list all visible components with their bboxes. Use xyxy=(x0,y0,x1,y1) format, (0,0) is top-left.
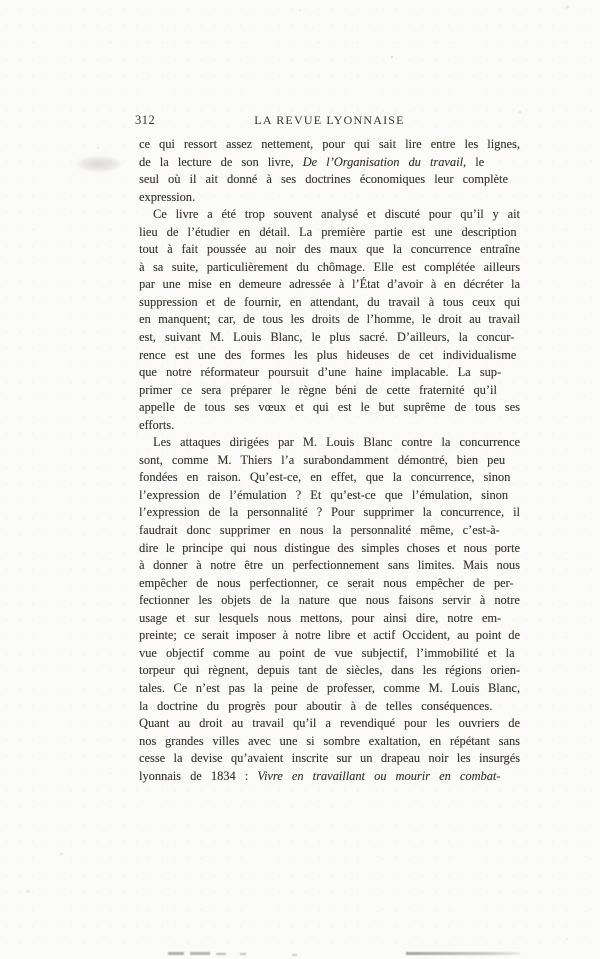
text: la doctrine du progrès pour aboutir à de telles conséquences. xyxy=(139,698,493,713)
text: est, suivant M. Louis Blanc, le plus sacré. D’ailleurs, la concur- xyxy=(139,330,515,345)
text: rence est une des formes les plus hideuses de cet individualisme xyxy=(139,347,517,362)
text-line xyxy=(139,452,520,470)
text: que notre réformateur poursuit d’une haine implacable. La sup- xyxy=(139,365,502,380)
bottom-edge-artifact xyxy=(240,953,246,955)
text: Quant au droit au travail qu’il a revendiqué pour les ouvriers de xyxy=(139,716,520,731)
scan-speck xyxy=(97,147,99,149)
running-title: LA REVUE LYONNAISE xyxy=(254,113,405,127)
bottom-edge-artifact xyxy=(406,952,520,955)
text: primer ce sera préparer le règne béni de cette fraternité qu’il xyxy=(139,382,497,397)
text-line xyxy=(139,364,520,382)
italic-text: Vivre en travaillant ou mourir en combat- xyxy=(257,768,501,783)
text: par une mise en demeure adressée à l’État d’avoir à en décréter la xyxy=(139,277,520,292)
text-line xyxy=(139,469,520,487)
scan-speck xyxy=(391,56,393,58)
scan-speck xyxy=(566,938,568,940)
text-line xyxy=(139,399,520,417)
text: l’expression de la personnalité ? Pour supprimer la concurrence, il xyxy=(139,505,520,520)
text-line xyxy=(139,627,520,645)
text-line xyxy=(139,487,520,505)
text: lyonnais de 1834 : xyxy=(139,768,258,783)
text-line xyxy=(139,171,520,189)
text-line xyxy=(139,592,520,610)
text: suppression et de fournir, en attendant, du travail à tous ceux qui xyxy=(139,294,521,309)
text-line xyxy=(139,206,520,224)
text: fondées en raison. Qu’est-ce, en effet, que la concurrence, sinon xyxy=(139,470,511,485)
text: efforts. xyxy=(139,417,175,432)
text: nos grandes villes avec une si sombre exaltation, en répétant sans xyxy=(139,733,520,748)
text: empêcher de nous perfectionner, ce serait nous empêcher de per- xyxy=(139,575,514,590)
text-line xyxy=(139,329,520,347)
text: lieu de l’étudier en détail. La première partie est une description xyxy=(139,224,517,239)
text-line xyxy=(139,662,520,680)
margin-smudge-artifact xyxy=(76,156,122,172)
text: à donner à notre être un perfectionnement sans limites. Mais nous xyxy=(139,558,520,573)
text-line xyxy=(139,294,520,312)
text-line xyxy=(139,382,520,400)
text: , le xyxy=(463,154,485,169)
text: dire le principe qui nous distingue des simples choses et nous porte xyxy=(139,540,520,555)
scan-speck xyxy=(566,6,569,8)
text: tout à fait poussée au noir des maux que la concurrence entraîne xyxy=(139,242,521,257)
text: vue objectif comme au point de vue subjectif, l’immobilité et la xyxy=(139,645,515,660)
text: l’expression de l’émulation ? Et qu’est-ce que l’émulation, sinon xyxy=(139,487,509,502)
text: seul où il ait donné à ses doctrines économiques leur complète xyxy=(139,172,508,187)
text-line xyxy=(139,311,520,329)
text: Ce livre a été trop souvent analysé et discuté pour qu’il y ait xyxy=(153,207,520,222)
text-line xyxy=(139,750,520,768)
text-line xyxy=(139,680,520,698)
text-line xyxy=(139,504,520,522)
text-line xyxy=(139,136,520,154)
text-line xyxy=(139,698,520,716)
text: fectionner les objets de la nature que nous faisons servir à notre xyxy=(139,593,520,608)
text-line xyxy=(139,189,520,207)
text: tales. Ce n’est pas la peine de professer, comme M. Louis Blanc, xyxy=(139,680,521,695)
text-line xyxy=(139,733,520,751)
text-line xyxy=(139,768,520,786)
text: usage et sur lesquels nous mettons, pour ainsi dire, notre em- xyxy=(139,610,502,625)
body-text-block xyxy=(139,136,520,785)
bottom-edge-artifact xyxy=(292,954,297,956)
text-line xyxy=(139,540,520,558)
text: torpeur qui règnent, depuis tant de siècles, dans les régions orien- xyxy=(139,663,521,678)
text-line xyxy=(139,154,520,172)
scan-speck xyxy=(60,853,63,855)
text: preinte; ce serait imposer à notre libre et actif Occident, au point de xyxy=(139,628,520,643)
bottom-edge-artifact xyxy=(216,953,226,955)
italic-text: De l’Organisation du travail xyxy=(302,154,464,169)
text: sont, comme M. Thiers l’a surabondamment démontré, bien peu xyxy=(139,452,506,467)
text-line xyxy=(139,347,520,365)
text-line xyxy=(139,224,520,242)
scan-speck xyxy=(519,111,521,113)
text: à sa suite, particulièrement du chômage. Elle est complétée ailleurs xyxy=(139,259,521,274)
text-line xyxy=(139,522,520,540)
bottom-edge-artifact xyxy=(168,952,184,955)
text-line xyxy=(139,645,520,663)
page-number: 312 xyxy=(135,113,156,127)
text: appelle de tous ses vœux et qui est le but suprême de tous ses xyxy=(139,400,520,415)
text-line xyxy=(139,276,520,294)
text-line xyxy=(139,575,520,593)
text-line xyxy=(139,610,520,628)
text: en manquent; car, de tous les droits de l’homme, le droit au travail xyxy=(139,312,521,327)
text-line xyxy=(139,417,520,435)
text: ce qui ressort assez nettement, pour qui sait lire entre les lignes, xyxy=(139,137,520,151)
text-line xyxy=(139,259,520,277)
text: Les attaques dirigées par M. Louis Blanc contre la concurrence xyxy=(153,435,520,450)
text-line xyxy=(139,434,520,452)
text: cesse la devise qu’avaient inscrite sur un drapeau noir les insurgés xyxy=(139,751,521,766)
text-line xyxy=(139,715,520,733)
text-line xyxy=(139,241,520,259)
scan-speck xyxy=(26,890,30,893)
text: faudrait donc supprimer en nous la personnalité même, c’est-à- xyxy=(139,523,500,538)
text: de la lecture de son livre, xyxy=(139,154,303,169)
bottom-edge-artifact xyxy=(190,952,210,955)
text-line xyxy=(139,557,520,575)
scan-speck xyxy=(299,9,301,11)
text: expression. xyxy=(139,189,196,204)
